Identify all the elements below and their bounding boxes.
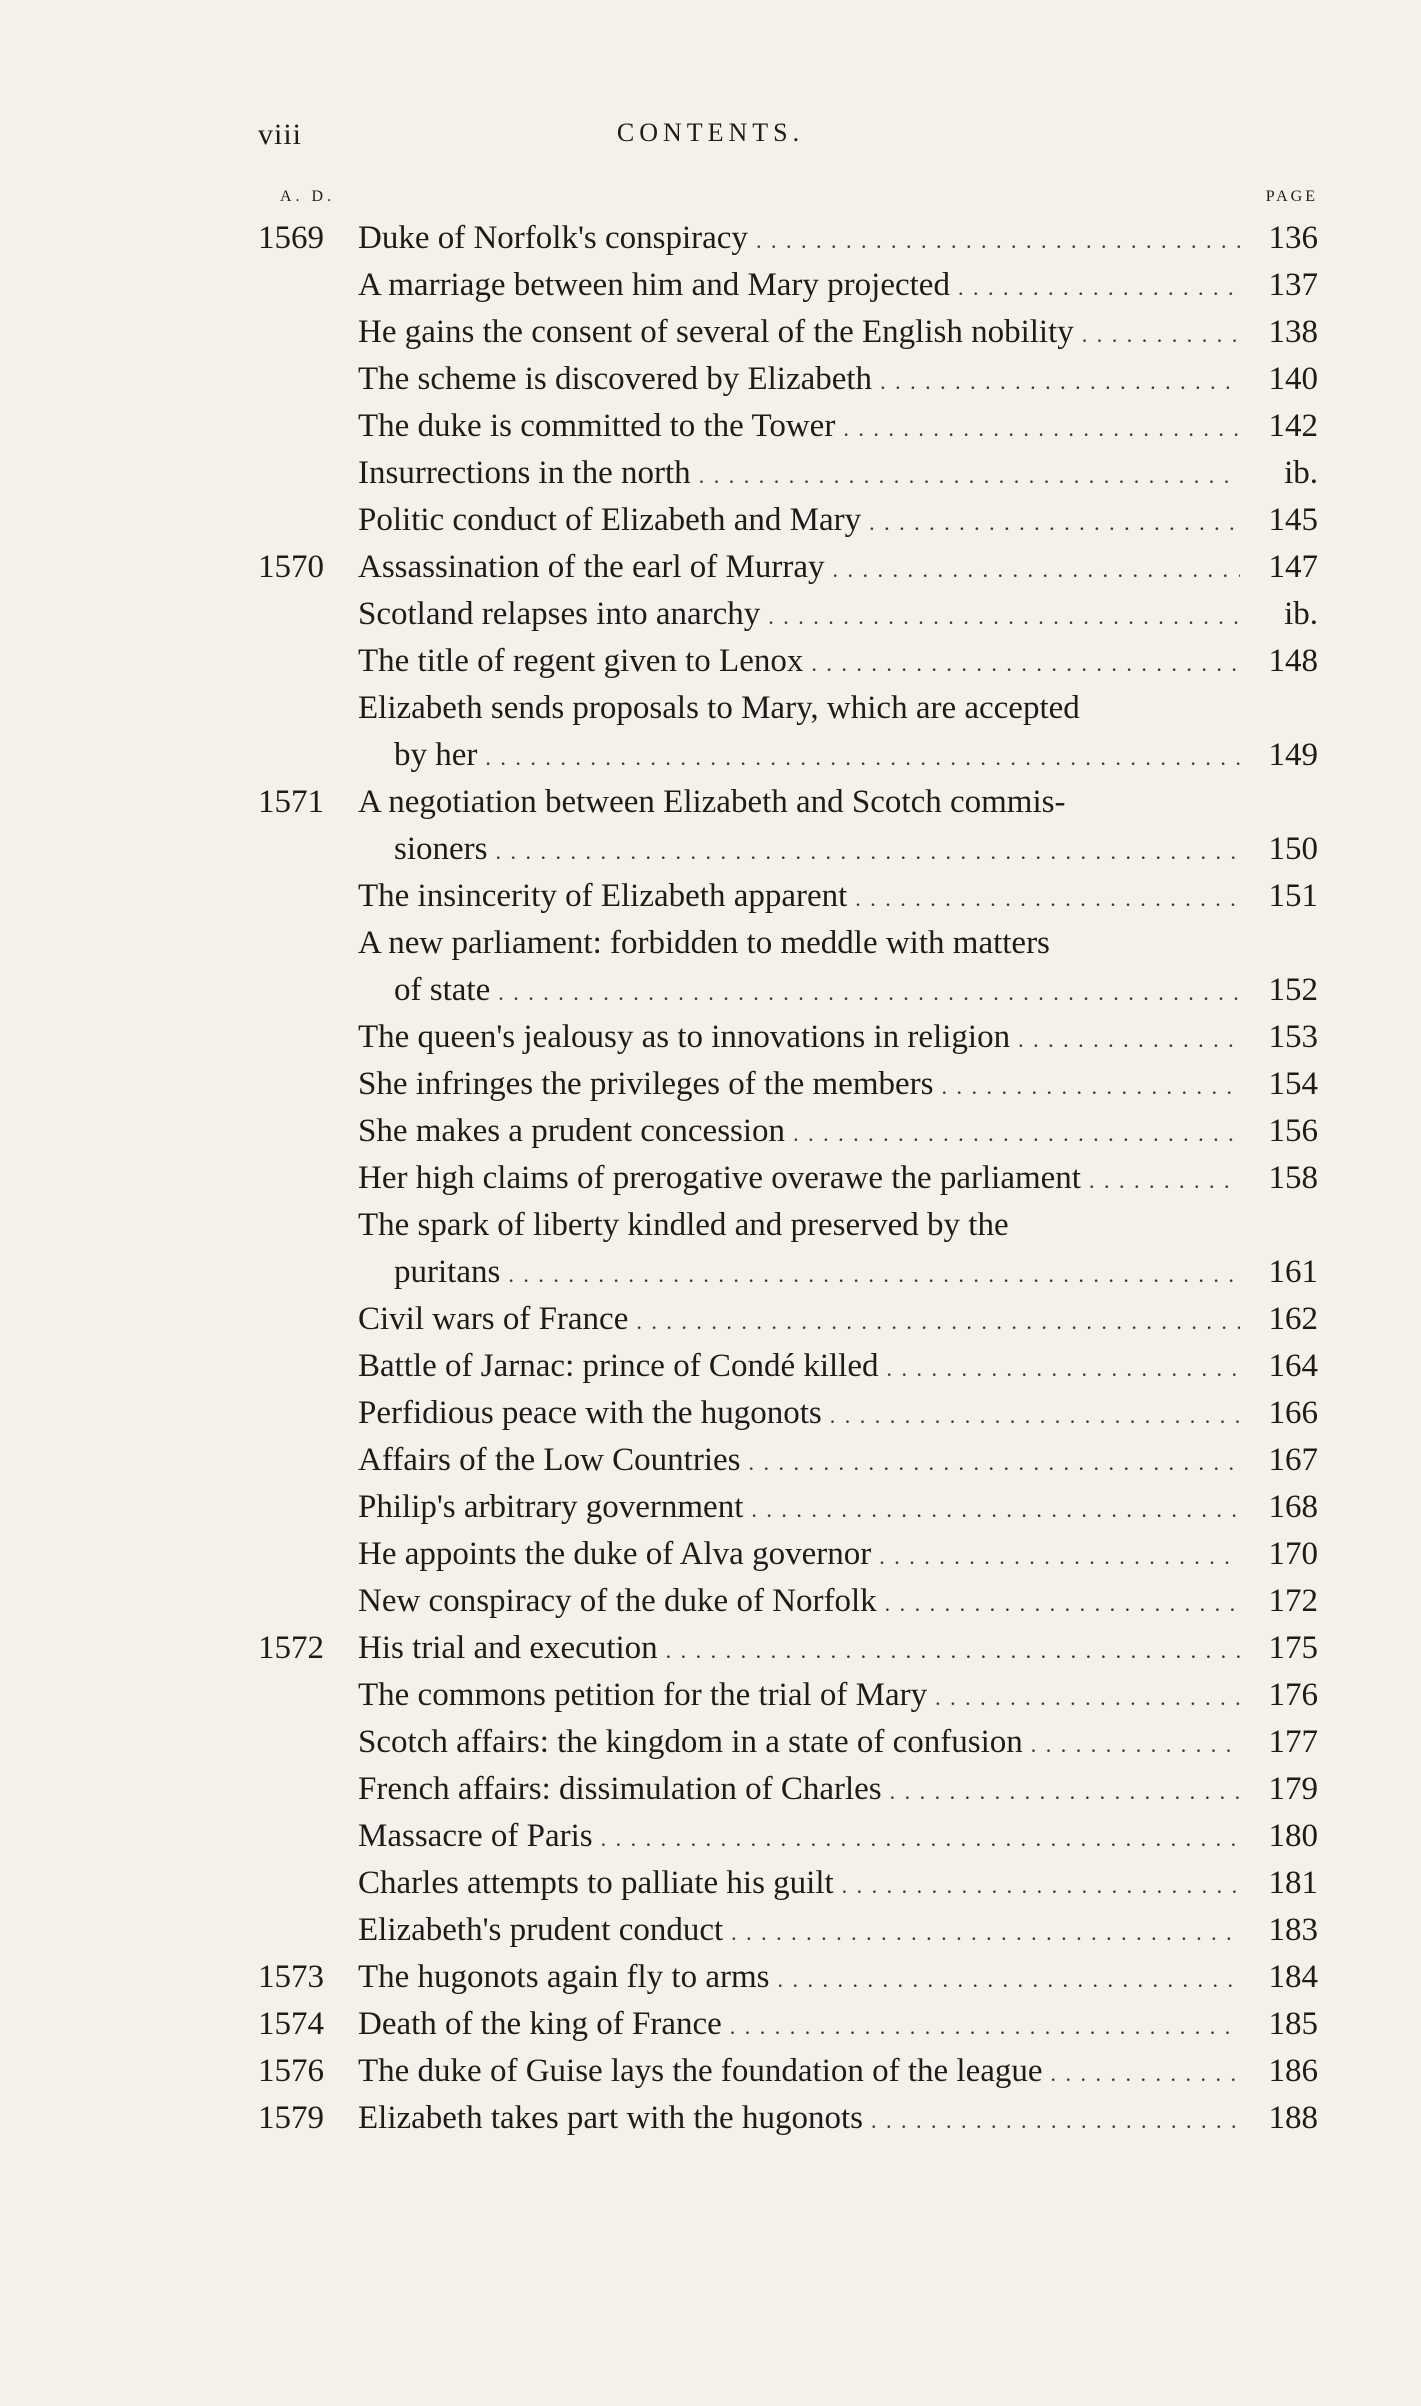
entry-title-text: New conspiracy of the duke of Norfolk: [358, 1583, 877, 1619]
entry-title-text: Scotland relapses into anarchy: [358, 596, 761, 632]
entry-title: [358, 873, 1248, 922]
dot-leader: [871, 2097, 1240, 2144]
entry-title-text: The commons petition for the trial of Mary: [358, 1677, 928, 1713]
dot-leader: [842, 1862, 1240, 1909]
entry-page: 137: [1268, 267, 1318, 303]
entry-year: 1570: [258, 549, 324, 585]
entry-title-text: Massacre of Paris: [358, 1818, 593, 1854]
dot-leader: [636, 1298, 1240, 1345]
dot-leader: [855, 875, 1240, 922]
dot-leader: [601, 1815, 1240, 1862]
column-header-ad: A. D.: [280, 188, 336, 205]
entry-title-text: The insincerity of Elizabeth apparent: [358, 878, 848, 914]
entry-page: 147: [1268, 549, 1318, 585]
dot-leader: [793, 1110, 1240, 1157]
contents-entry: [258, 1108, 1318, 1155]
dot-leader: [756, 217, 1240, 264]
contents-entry: [258, 544, 1318, 591]
contents-entry: [258, 2001, 1318, 2048]
contents-entry: [258, 1813, 1318, 1860]
contents-entry: [258, 1907, 1318, 1954]
entry-title-text: The title of regent given to Lenox: [358, 643, 804, 679]
dot-leader: [958, 264, 1240, 311]
entry-title-text: Her high claims of prerogative overawe the parliament: [358, 1160, 1081, 1196]
entry-title-text: The duke is committed to the Tower: [358, 408, 836, 444]
contents-entry: [258, 1061, 1318, 1108]
entry-year: 1576: [258, 2053, 324, 2089]
entry-page: 158: [1268, 1160, 1318, 1196]
entry-page: 188: [1268, 2100, 1318, 2136]
dot-leader: [498, 969, 1240, 1016]
entry-title-text: Perfidious peace with the hugonots: [358, 1395, 822, 1431]
dot-leader: [880, 358, 1240, 405]
contents-entry: [258, 1155, 1318, 1202]
entry-title: [358, 215, 1248, 264]
entry-title: [358, 1296, 1248, 1345]
dot-leader: [1031, 1721, 1240, 1768]
dot-leader: [1051, 2050, 1240, 2097]
entry-page: 138: [1268, 314, 1318, 350]
contents-entry: [258, 967, 1318, 1014]
entry-title-text: Elizabeth takes part with the hugonots: [358, 2100, 863, 2136]
entry-title: [358, 1531, 1248, 1580]
dot-leader: [1018, 1016, 1240, 1063]
contents-entry: [258, 1296, 1318, 1343]
column-header-page: PAGE: [1265, 188, 1318, 205]
entry-title: [358, 685, 1248, 732]
entry-title: [358, 1108, 1248, 1157]
contents-entry: [258, 2095, 1318, 2142]
entry-title: [358, 2001, 1248, 2050]
entry-title-text: Charles attempts to palliate his guilt: [358, 1865, 834, 1901]
entry-title-text: of state: [394, 972, 491, 1008]
contents-entry: [258, 356, 1318, 403]
dot-leader: [730, 2003, 1240, 2050]
entry-title-text: A negotiation between Elizabeth and Scotch commis-: [358, 784, 1066, 820]
entry-title: [358, 1625, 1248, 1674]
dot-leader: [890, 1768, 1240, 1815]
contents-entry: [258, 1202, 1318, 1249]
dot-leader: [778, 1956, 1240, 2003]
entry-title: [358, 638, 1248, 687]
entry-title-text: Elizabeth's prudent conduct: [358, 1912, 724, 1948]
dot-leader: [843, 405, 1240, 452]
entry-title: [358, 1719, 1248, 1768]
entry-year: 1571: [258, 784, 324, 820]
entry-title: [358, 1578, 1248, 1627]
entry-title-text: The hugonots again fly to arms: [358, 1959, 770, 1995]
entry-title: [358, 356, 1248, 405]
entry-page: 180: [1268, 1818, 1318, 1854]
entry-title-text: Insurrections in the north: [358, 455, 691, 491]
dot-leader: [508, 1251, 1240, 1298]
entry-title: [358, 779, 1248, 826]
dot-leader: [768, 593, 1240, 640]
entry-title-text: French affairs: dissimulation of Charles: [358, 1771, 882, 1807]
entry-title-text: The duke of Guise lays the foundation of the league: [358, 2053, 1043, 2089]
dot-leader: [485, 734, 1240, 781]
entry-title: [358, 1390, 1248, 1439]
dot-leader: [751, 1486, 1240, 1533]
entry-title: [358, 1014, 1248, 1063]
entry-title-text: Battle of Jarnac: prince of Condé killed: [358, 1348, 879, 1384]
entry-page: 161: [1268, 1254, 1318, 1290]
entry-title-text: His trial and execution: [358, 1630, 658, 1666]
dot-leader: [1082, 311, 1240, 358]
entry-title-text: Scotch affairs: the kingdom in a state of confusion: [358, 1724, 1023, 1760]
entry-title: [358, 920, 1248, 967]
entry-title-text: puritans: [394, 1254, 501, 1290]
contents-entry: [258, 1014, 1318, 1061]
dot-leader: [748, 1439, 1240, 1486]
contents-entry: [258, 685, 1318, 732]
entry-page: 172: [1268, 1583, 1318, 1619]
contents-entry: [258, 1249, 1318, 1296]
entry-page: 184: [1268, 1959, 1318, 1995]
contents-list: [258, 215, 1318, 2142]
entry-page: 166: [1268, 1395, 1318, 1431]
contents-entry: [258, 403, 1318, 450]
contents-entry: [258, 732, 1318, 779]
entry-year: 1573: [258, 1959, 324, 1995]
entry-title: [358, 1343, 1248, 1392]
entry-page: 151: [1268, 878, 1318, 914]
contents-entry: [258, 920, 1318, 967]
entry-page: 186: [1268, 2053, 1318, 2089]
contents-entry: [258, 779, 1318, 826]
contents-entry: [258, 309, 1318, 356]
running-head: CONTENTS.: [616, 118, 805, 147]
entry-title: [358, 1813, 1248, 1862]
entry-page: 185: [1268, 2006, 1318, 2042]
dot-leader: [666, 1627, 1240, 1674]
dot-leader: [879, 1533, 1240, 1580]
dot-leader: [830, 1392, 1240, 1439]
entry-page: 136: [1268, 220, 1318, 256]
entry-title-text: by her: [394, 737, 478, 773]
entry-title-text: He gains the consent of several of the English nobility: [358, 314, 1074, 350]
entry-title-text: She infringes the privileges of the members: [358, 1066, 934, 1102]
entry-title-text: sioners: [394, 831, 488, 867]
entry-title: [358, 1766, 1248, 1815]
entry-title-text: The spark of liberty kindled and preserved by the: [358, 1207, 1009, 1243]
entry-page: 145: [1268, 502, 1318, 538]
dot-leader: [832, 546, 1240, 593]
contents-entry: [258, 450, 1318, 497]
contents-entry: [258, 215, 1318, 262]
entry-title: [358, 591, 1248, 640]
entry-year: 1579: [258, 2100, 324, 2136]
entry-title: [358, 2095, 1248, 2144]
dot-leader: [869, 499, 1240, 546]
dot-leader: [496, 828, 1241, 875]
dot-leader: [935, 1674, 1240, 1721]
dot-leader: [731, 1909, 1240, 1956]
entry-page: 176: [1268, 1677, 1318, 1713]
entry-title-text: A marriage between him and Mary projected: [358, 267, 950, 303]
dot-leader: [885, 1580, 1240, 1627]
entry-page: 142: [1268, 408, 1318, 444]
entry-page: 164: [1268, 1348, 1318, 1384]
entry-title-text: Elizabeth sends proposals to Mary, which are accepted: [358, 690, 1080, 726]
contents-entry: [258, 262, 1318, 309]
dot-leader: [811, 640, 1240, 687]
entry-page: ib.: [1284, 596, 1318, 632]
entry-title-text: Death of the king of France: [358, 2006, 722, 2042]
contents-entry: [258, 1672, 1318, 1719]
contents-entry: [258, 873, 1318, 920]
entry-title-text: The scheme is discovered by Elizabeth: [358, 361, 873, 397]
dot-leader: [1089, 1157, 1240, 1204]
dot-leader: [942, 1063, 1240, 1110]
entry-page: 140: [1268, 361, 1318, 397]
contents-entry: [258, 1578, 1318, 1625]
contents-entry: [258, 638, 1318, 685]
contents-entry: [258, 1954, 1318, 2001]
entry-title-text: A new parliament: forbidden to meddle with matters: [358, 925, 1050, 961]
contents-entry: [258, 591, 1318, 638]
entry-page: 149: [1268, 737, 1318, 773]
entry-page: 177: [1268, 1724, 1318, 1760]
contents-entry: [258, 826, 1318, 873]
entry-title: [358, 1061, 1248, 1110]
entry-title: [358, 1249, 1248, 1298]
entry-year: 1572: [258, 1630, 324, 1666]
entry-year: 1569: [258, 220, 324, 256]
dot-leader: [887, 1345, 1241, 1392]
entry-page: 183: [1268, 1912, 1318, 1948]
entry-page: 148: [1268, 643, 1318, 679]
entry-title-text: Philip's arbitrary government: [358, 1489, 744, 1525]
entry-year: 1574: [258, 2006, 324, 2042]
entry-title: [358, 1860, 1248, 1909]
entry-title: [358, 497, 1248, 546]
entry-title: [358, 2048, 1248, 2097]
contents-entry: [258, 1766, 1318, 1813]
contents-entry: [258, 1719, 1318, 1766]
entry-title-text: She makes a prudent concession: [358, 1113, 786, 1149]
entry-title: [358, 1155, 1248, 1204]
entry-page: 153: [1268, 1019, 1318, 1055]
entry-page: ib.: [1284, 455, 1318, 491]
contents-entry: [258, 1625, 1318, 1672]
entry-title: [358, 826, 1248, 875]
entry-page: 175: [1268, 1630, 1318, 1666]
entry-page: 181: [1268, 1865, 1318, 1901]
entry-title: [358, 1954, 1248, 2003]
entry-page: 150: [1268, 831, 1318, 867]
entry-title: [358, 967, 1248, 1016]
entry-page: 179: [1268, 1771, 1318, 1807]
entry-title: [358, 1484, 1248, 1533]
entry-title: [358, 1202, 1248, 1249]
entry-page: 170: [1268, 1536, 1318, 1572]
contents-entry: [258, 1390, 1318, 1437]
entry-title-text: Politic conduct of Elizabeth and Mary: [358, 502, 862, 538]
entry-title: [358, 309, 1248, 358]
entry-page: 162: [1268, 1301, 1318, 1337]
entry-title: [358, 544, 1248, 593]
entry-page: 168: [1268, 1489, 1318, 1525]
entry-title: [358, 1907, 1248, 1956]
entry-page: 167: [1268, 1442, 1318, 1478]
contents-entry: [258, 1437, 1318, 1484]
page-number: viii: [258, 118, 303, 151]
entry-title: [358, 732, 1248, 781]
entry-page: 154: [1268, 1066, 1318, 1102]
entry-title-text: Duke of Norfolk's conspiracy: [358, 220, 748, 256]
entry-title-text: The queen's jealousy as to innovations in religion: [358, 1019, 1011, 1055]
entry-title-text: Affairs of the Low Countries: [358, 1442, 741, 1478]
entry-title-text: Civil wars of France: [358, 1301, 629, 1337]
entry-title-text: He appoints the duke of Alva governor: [358, 1536, 872, 1572]
contents-entry: [258, 1484, 1318, 1531]
entry-title: [358, 450, 1248, 499]
entry-page: 156: [1268, 1113, 1318, 1149]
entry-page: 152: [1268, 972, 1318, 1008]
contents-entry: [258, 1343, 1318, 1390]
entry-title: [358, 403, 1248, 452]
dot-leader: [699, 452, 1240, 499]
contents-entry: [258, 2048, 1318, 2095]
contents-entry: [258, 497, 1318, 544]
entry-title: [358, 1672, 1248, 1721]
entry-title: [358, 1437, 1248, 1486]
entry-title: [358, 262, 1248, 311]
contents-entry: [258, 1860, 1318, 1907]
contents-entry: [258, 1531, 1318, 1578]
entry-title-text: Assassination of the earl of Murray: [358, 549, 825, 585]
